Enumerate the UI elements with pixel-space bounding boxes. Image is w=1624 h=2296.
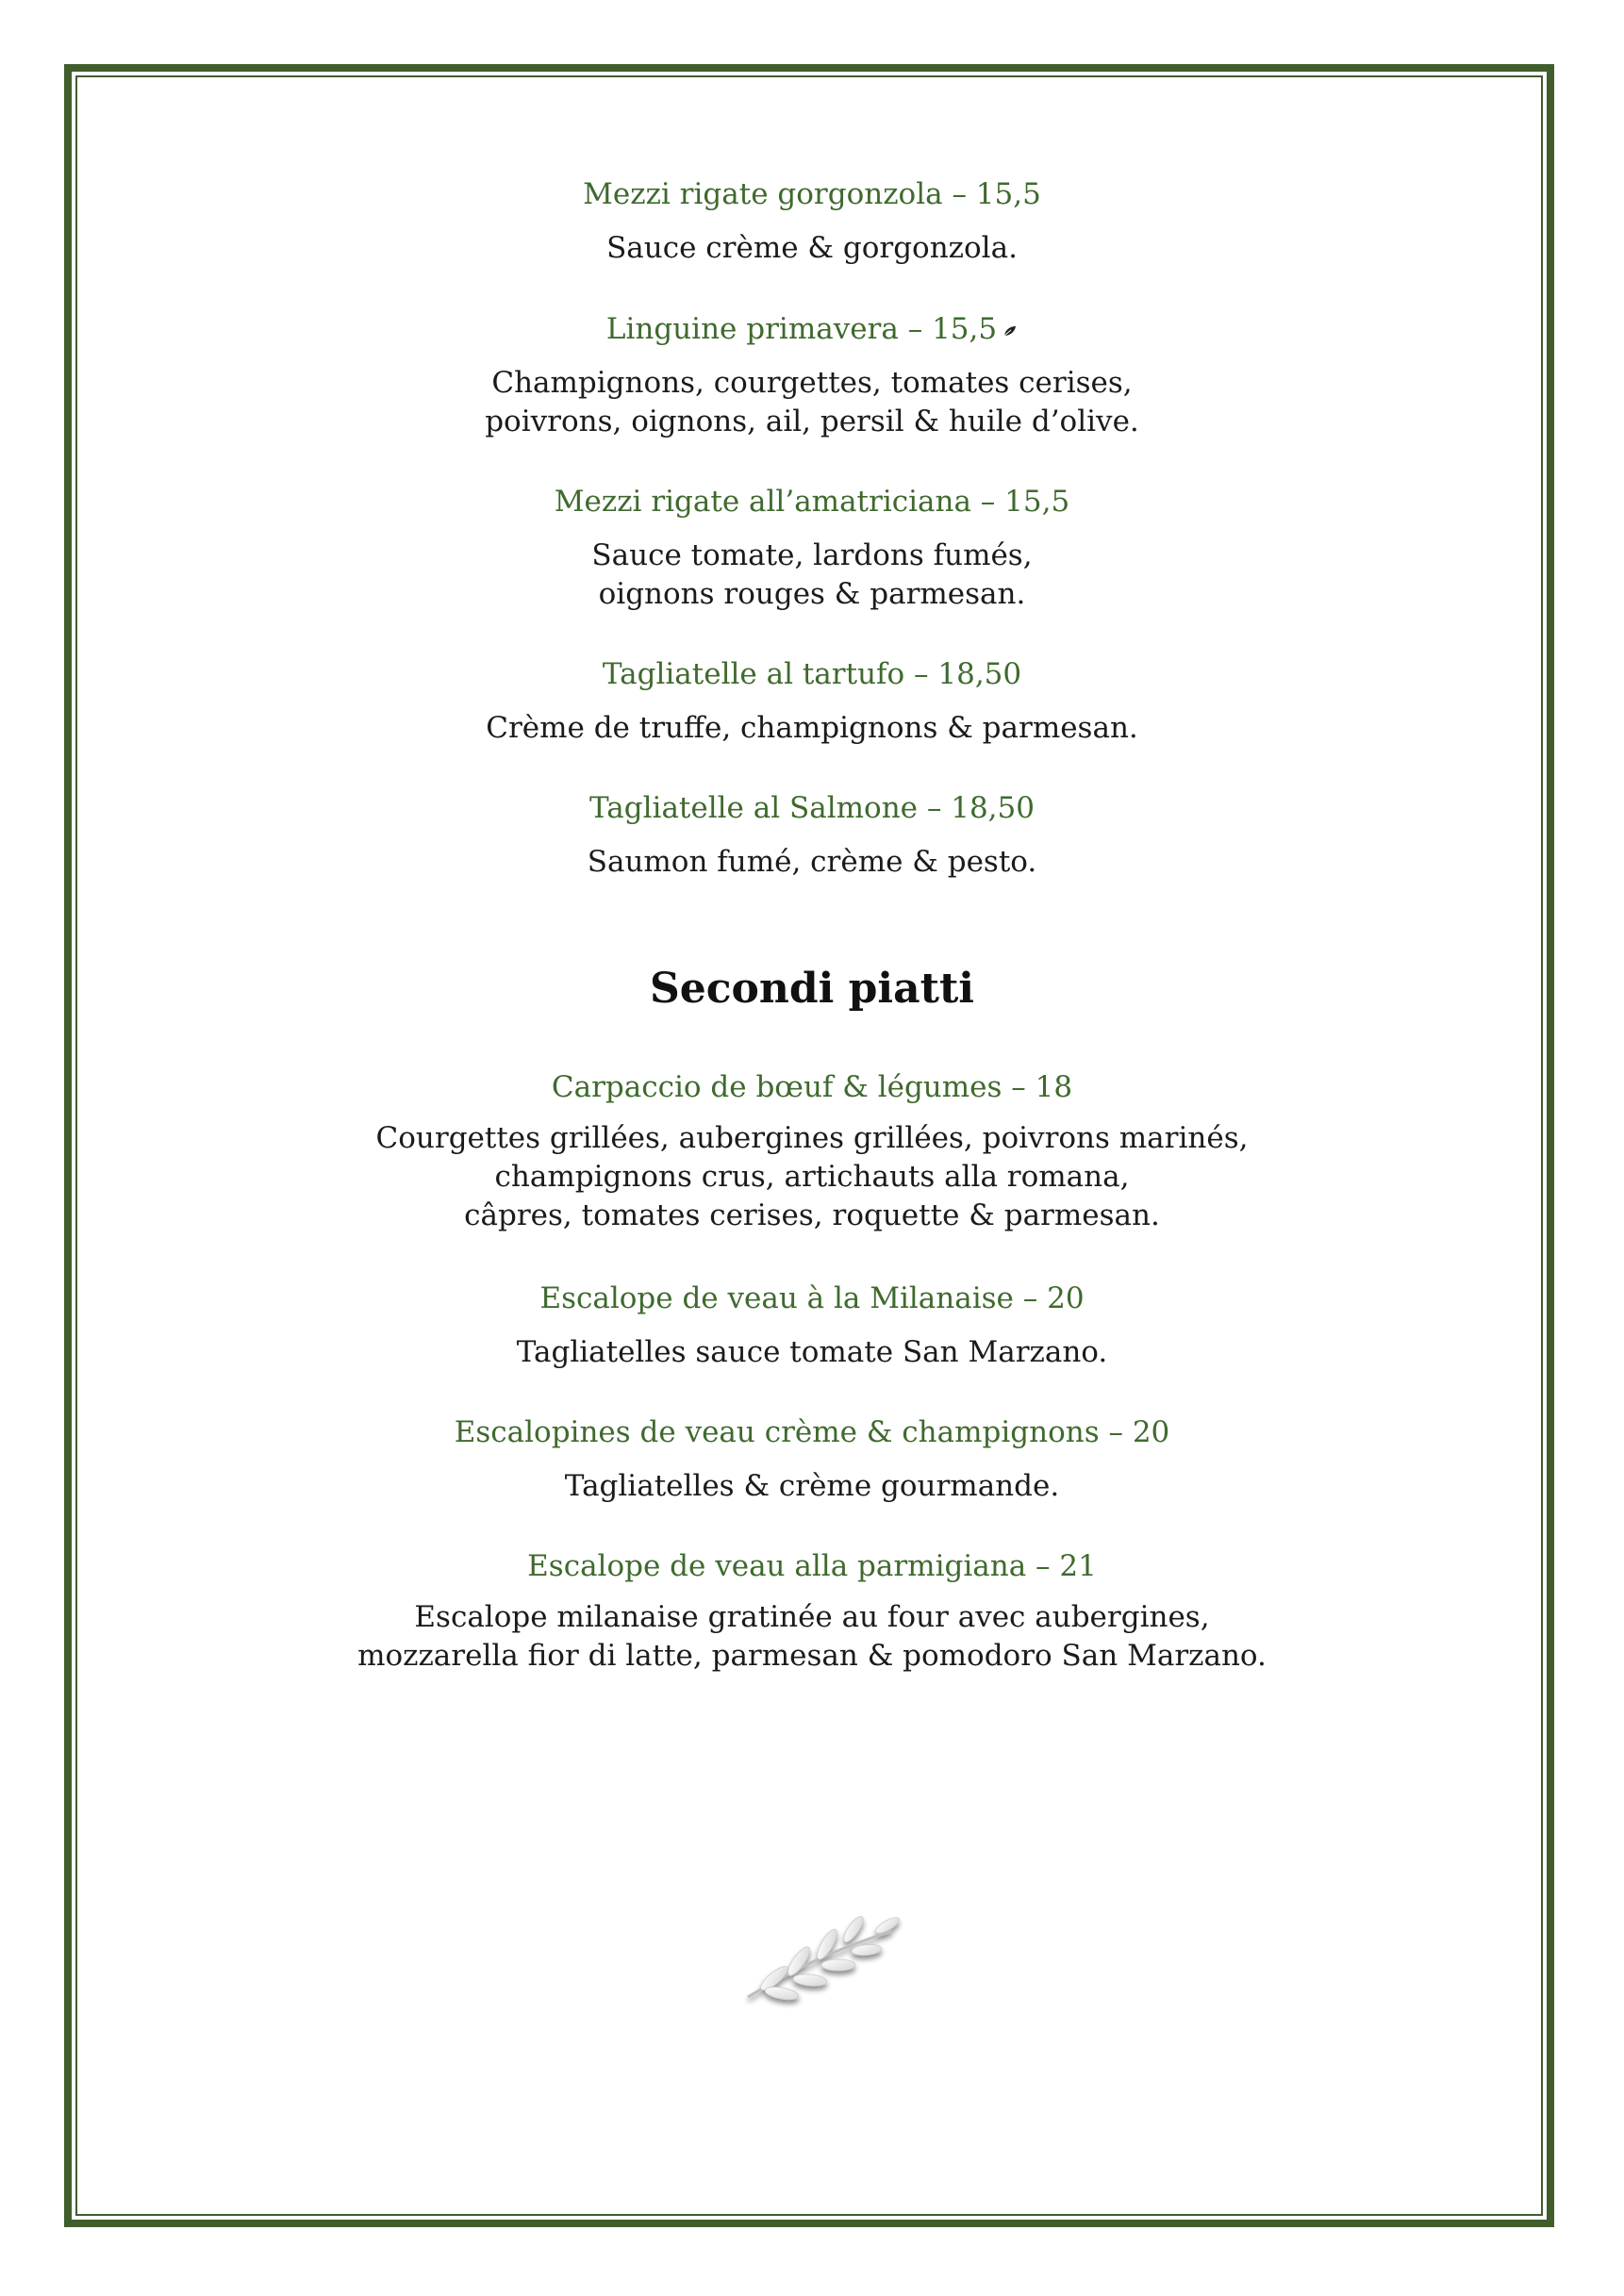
dish-description-line: Crème de truffe, champignons & parmesan. [486,711,1138,745]
dish-title: Escalopines de veau crème & champignons – 20 [454,1415,1170,1449]
dish-description-line: mozzarella fior di latte, parmesan & pomodoro San Marzano. [357,1639,1267,1673]
dish-description-line: Sauce tomate, lardons fumés, [591,538,1033,572]
dish-description-line: Champignons, courgettes, tomates cerises, [491,366,1133,400]
dish-mezzi-rigate-gorgonzola [85,175,1539,268]
dish-description-line: Saumon fumé, crème & pesto. [587,845,1037,879]
dish-description [85,537,1539,614]
dish-description-line: Tagliatelles sauce tomate San Marzano. [516,1335,1108,1369]
dish-title: Mezzi rigate all’amatriciana – 15,5 [554,485,1070,519]
dish-description [85,1598,1539,1676]
leaf-icon [1003,324,1018,338]
dish-description [85,364,1539,441]
dish-title: Carpaccio de bœuf & légumes – 18 [551,1070,1073,1104]
dish-title: Mezzi rigate gorgonzola – 15,5 [583,177,1041,211]
section-heading-secondi: Secondi piatti [649,965,975,1013]
dish-description [85,229,1539,268]
dish-title: Escalope de veau alla parmigiana – 21 [527,1549,1097,1583]
dish-description [85,1333,1539,1372]
dish-title: Tagliatelle al Salmone – 18,50 [589,791,1035,825]
dish-escalopines-champignons [85,1413,1539,1506]
dish-title: Escalope de veau à la Milanaise – 20 [539,1281,1085,1315]
dish-title [85,310,1539,348]
dish-description-line: Sauce crème & gorgonzola. [606,231,1018,265]
dish-description-line: poivrons, oignons, ail, persil & huile d’olive. [485,405,1139,438]
dish-title-text: Linguine primavera – 15,5 [605,312,998,346]
dish-description [85,1119,1539,1235]
dish-mezzi-rigate-amatriciana [85,483,1539,614]
dish-description-line: oignons rouges & parmesan. [598,577,1026,611]
dish-escalope-parmigiana [85,1547,1539,1676]
olive-branch-icon [737,1895,906,2018]
dish-tagliatelle-tartufo [85,655,1539,748]
dish-linguine-primavera [85,310,1539,441]
dish-description-line: champignons crus, artichauts alla romana, [494,1160,1130,1194]
dish-escalope-milanaise [85,1280,1539,1372]
dish-title: Tagliatelle al tartufo – 18,50 [602,657,1022,691]
dish-description-line: Tagliatelles & crème gourmande. [564,1469,1060,1503]
dish-description [85,843,1539,882]
dish-description [85,709,1539,748]
dish-description-line: Courgettes grillées, aubergines grillées, poivrons marinés, [375,1121,1249,1155]
dish-carpaccio [85,1068,1539,1235]
dish-description-line: câpres, tomates cerises, roquette & parmesan. [464,1198,1160,1232]
dish-tagliatelle-salmone [85,789,1539,882]
dish-description-line: Escalope milanaise gratinée au four avec aubergines, [414,1600,1210,1634]
dish-description [85,1467,1539,1506]
